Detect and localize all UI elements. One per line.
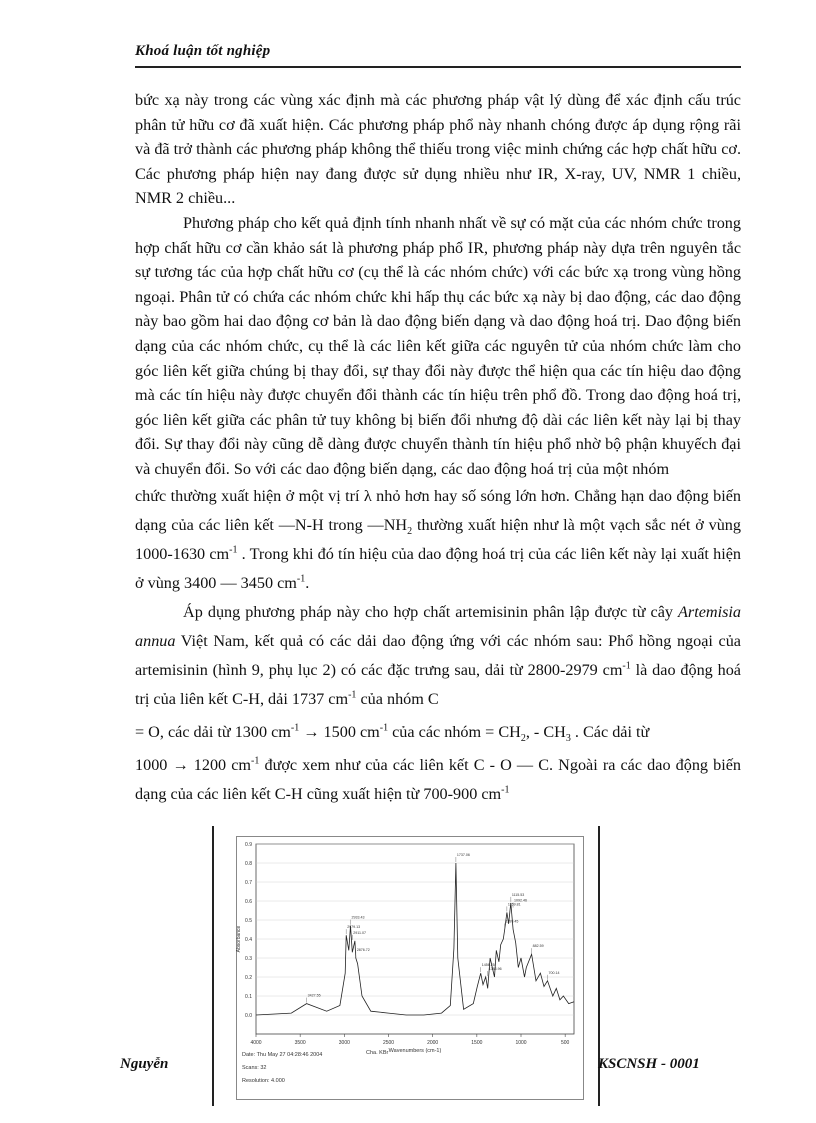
chart-ticks (245, 842, 574, 1046)
x-tick-label: 1500 (471, 1040, 483, 1046)
peak-label: 1384.96 (488, 967, 502, 971)
text-run: → 1500 cm (299, 722, 380, 741)
paragraph-4 (135, 718, 741, 747)
y-tick-label: 0.9 (245, 842, 252, 848)
y-tick-label: 0.8 (245, 861, 252, 867)
subscript: 3 (565, 732, 571, 744)
y-axis-label: Absorbance (236, 925, 242, 953)
x-tick-label: 4000 (250, 1040, 262, 1046)
x-tick-label: 500 (560, 1040, 570, 1046)
superscript: -1 (251, 755, 260, 767)
peak-label: 2979.13 (347, 925, 361, 930)
x-tick-label: 3500 (294, 1040, 306, 1046)
y-tick-label: 0.2 (245, 975, 252, 981)
superscript: -1 (501, 784, 510, 796)
peak-label: 1199.45 (505, 919, 519, 924)
peak-label: 1737.06 (456, 853, 470, 857)
peak-label: 1092.46 (514, 898, 528, 903)
x-tick-label: 3000 (338, 1040, 350, 1046)
superscript: -1 (379, 722, 389, 734)
footer-author: Nguyễn (120, 1056, 169, 1072)
text-run: . (305, 573, 310, 592)
superscript: -1 (296, 573, 306, 585)
superscript: -1 (348, 689, 357, 701)
superscript: -1 (622, 660, 631, 672)
header-title: Khoá luận tốt nghiệp (135, 43, 271, 59)
page-header (135, 42, 741, 68)
x-tick-label: 2000 (427, 1040, 439, 1046)
text-run: thường xuất hiện như là một vạch sắc nét ở vùng 1000-1630 cm (135, 515, 741, 563)
y-tick-label: 0.0 (245, 1013, 252, 1019)
peak-label: 2911.07 (353, 930, 367, 935)
superscript: -1 (290, 722, 300, 734)
paragraph-3 (135, 598, 741, 714)
text-run: . Trong khi đó tín hiệu của dao động hoá trị của các liên kết này lại xuất hiện ở vùng 3400 — 3450 cm (135, 544, 741, 592)
text-run: của nhóm C (356, 689, 439, 708)
x-axis-label: Wavenumbers (cm-1) (388, 1048, 442, 1054)
footer-code: KSCNSH - 0001 (598, 1056, 700, 1072)
text-run: . Các dải từ (570, 722, 650, 741)
y-tick-label: 0.4 (245, 937, 252, 943)
paragraph-2a: Phương pháp cho kết quả định tính nhanh nhất về sự có mặt của các nhóm chức trong hợp chất hữu cơ cần khảo sát là phương pháp phổ IR, phương pháp này dựa trên nguyên tắc sự tương tác của hợp chất hữu cơ (cụ thể là các nhóm chức) với các bức xạ trong vùng hồng ngoại. Phân tử có chứa các nhóm chức khi hấp thụ các bức xạ này bị dao động, các dao động này bao gồm hai dao động cơ bản là dao động biến dạng và dao động hoá trị. Dao động biến dạng của các nhóm chức, cụ thể là các liên kết giữa các nguyên tử của nhóm chức làm cho góc liên kết giữa chúng bị thay đổi, sự thay đổi này được thể hiện qua các tín hiệu dao động mà các tín hiệu này được chuyển đổi thành các tín hiệu trên phổ đồ. Trong dao động hoá trị, góc liên kết giữa các phân tử tuy không bị biến đổi nhưng độ dài các liên kết này lại bị thay đổi. Sự thay đổi này cũng dễ dàng được chuyển thành tín hiệu phổ nhờ bộ phận khuyếch đại và chuyển đổi. So với các dao động biến dạng, các dao động hoá trị của một nhóm (135, 213, 741, 478)
text-run: của các nhóm = CH (388, 722, 521, 741)
x-tick-label: 1000 (515, 1040, 527, 1046)
meta-response: Cha. KBr (366, 1050, 389, 1056)
subscript: 2 (520, 732, 526, 744)
peak-label: 1159.81 (507, 902, 521, 907)
peak-label: 2933.43 (351, 915, 365, 920)
y-tick-label: 0.7 (245, 880, 252, 886)
x-tick-label: 2500 (382, 1040, 395, 1046)
paragraph-5 (135, 751, 741, 809)
text-run: được xem như của các liên kết C - O — C. Ngoài ra các dao động biến dạng của các liên kết C-H cũng xuất hiện từ 700-900 cm (135, 755, 741, 803)
meta-date: Date: Thu May 27 04:28:46 2004 (242, 1052, 323, 1058)
spectrum-metadata (238, 1050, 578, 1091)
peak-label: 1115.53 (511, 892, 525, 897)
chart-axes (236, 844, 574, 1054)
subscript: 2 (407, 525, 413, 537)
peak-label: 882.59 (532, 944, 544, 949)
ir-spectrum-figure (212, 826, 600, 1106)
superscript: -1 (229, 544, 238, 556)
y-tick-label: 0.1 (245, 994, 252, 1000)
species-name: Artemisia annua (135, 602, 741, 650)
meta-resolution: Resolution: 4.000 (242, 1078, 285, 1084)
meta-scans: Scans: 32 (242, 1065, 267, 1071)
text-run: Việt Nam, kết quả có các dải dao động ứng với các nhóm sau: Phổ hồng ngoại của artemisinin (hình 9, phụ lục 2) có các đặc trưng sau, dải từ 2800-2979 cm (135, 631, 741, 679)
chart-peak-labels (307, 853, 560, 1003)
text-run: là dao động hoá trị của liên kết C-H, dải 1737 cm (135, 660, 741, 708)
paragraph-1: bức xạ này trong các vùng xác định mà các phương pháp vật lý dùng để xác định cấu trúc phân tử hữu cơ đã xuất hiện. Các phương pháp phổ này nhanh chóng được áp dụng rộng rãi và đã trở thành các phương pháp không thể thiếu trong việc minh chứng các hợp chất hữu cơ. Các phương pháp hiện nay đang được sử dụng nhiều như IR, X-ray, UV, NMR 1 chiều, NMR 2 chiều... (135, 91, 741, 208)
peak-label: 2876.72 (356, 948, 370, 952)
text-run: 1000 → 1200 cm (135, 755, 252, 774)
peak-label: 3427.55 (307, 993, 321, 998)
text-run: = O, các dải từ 1300 cm (135, 722, 291, 741)
body-text (135, 88, 741, 809)
y-tick-label: 0.3 (245, 956, 252, 962)
peak-label: 700.14 (548, 970, 560, 975)
y-tick-label: 0.5 (245, 918, 252, 924)
peak-label: 1456.25 (481, 963, 495, 968)
paragraph-2b (135, 482, 741, 598)
text-run: Áp dụng phương pháp này cho hợp chất artemisinin phân lập được từ cây (183, 602, 679, 621)
text-run: chức thường xuất hiện ở một vị trí λ nhỏ hơn hay số sóng lớn hơn. Chẳng hạn dao động biến dạng của các liên kết —N-H trong —NH (135, 486, 741, 534)
text-run: , - CH (525, 722, 566, 741)
y-tick-label: 0.6 (245, 899, 252, 905)
